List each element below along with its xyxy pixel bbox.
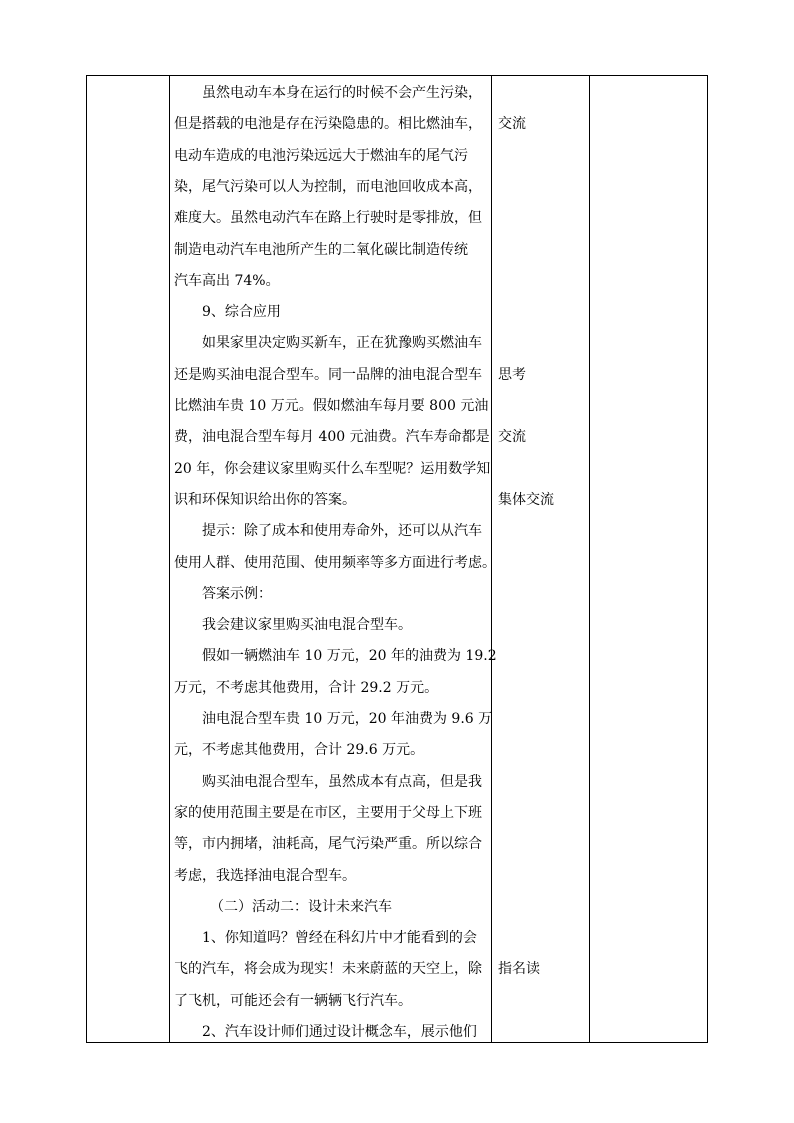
activity-note: 思考	[498, 366, 526, 383]
content-line: 了飞机，可能还会有一辆辆飞行汽车。	[174, 992, 412, 1009]
content-line: 使用人群、使用范围、使用频率等多方面进行考虑。	[174, 554, 496, 571]
content-line: 费，油电混合型车每月 400 元油费。汽车寿命都是	[174, 429, 490, 446]
activity-note: 交流	[498, 116, 526, 133]
content-line: 难度大。虽然电动汽车在路上行驶时是零排放，但	[174, 210, 482, 227]
content-line: 答案示例：	[202, 585, 272, 602]
content-line: 我会建议家里购买油电混合型车。	[202, 617, 412, 634]
content-line: 比燃油车贵 10 万元。假如燃油车每月要 800 元油	[174, 398, 489, 414]
activity-note: 交流	[498, 429, 526, 446]
activity-note: 指名读	[498, 961, 540, 978]
content-line: （二）活动二：设计未来汽车	[210, 898, 392, 915]
activity-note: 集体交流	[498, 491, 554, 508]
content-line: 万元，不考虑其他费用，合计 29.2 万元。	[174, 679, 439, 696]
content-line: 还是购买油电混合型车。同一品牌的油电混合型车	[174, 366, 482, 383]
content-line: 虽然电动车本身在运行的时候不会产生污染，	[202, 85, 482, 101]
content-line: 但是搭载的电池是存在污染隐患的。相比燃油车，	[174, 116, 482, 133]
content-line: 考虑，我选择油电混合型车。	[174, 867, 356, 884]
content-line: 染，尾气污染可以人为控制，而电池回收成本高，	[174, 178, 482, 195]
content-line: 20 年，你会建议家里购买什么车型呢？运用数学知	[174, 460, 491, 477]
content-line: 提示：除了成本和使用寿命外，还可以从汽车	[202, 523, 482, 540]
content-line: 识和环保知识给出你的答案。	[174, 491, 356, 508]
content-line: 购买油电混合型车，虽然成本有点高，但是我	[202, 773, 482, 790]
content-line: 制造电动汽车电池所产生的二氧化碳比制造传统	[174, 241, 468, 258]
column-divider-3	[589, 76, 590, 1042]
content-line: 家的使用范围主要是在市区，主要用于父母上下班	[174, 804, 482, 821]
content-line: 2、汽车设计师们通过设计概念车，展示他们	[202, 1024, 477, 1040]
content-line: 9、综合应用	[202, 304, 281, 321]
content-line: 等，市内拥堵，油耗高，尾气污染严重。所以综合	[174, 836, 482, 853]
content-line: 汽车高出 74%。	[174, 272, 280, 289]
content-line: 油电混合型车贵 10 万元，20 年油费为 9.6 万	[202, 711, 493, 727]
content-line: 1、你知道吗？曾经在科幻片中才能看到的会	[202, 930, 477, 947]
lesson-table	[86, 75, 708, 1043]
content-line: 电动车造成的电池污染远远大于燃油车的尾气污	[174, 147, 468, 164]
content-line: 元，不考虑其他费用，合计 29.6 万元。	[174, 742, 425, 759]
content-line: 假如一辆燃油车 10 万元，20 年的油费为 19.2	[202, 648, 497, 665]
content-line: 飞的汽车，将会成为现实！未来蔚蓝的天空上，除	[174, 961, 482, 978]
column-divider-1	[169, 76, 170, 1042]
content-line: 如果家里决定购买新车，正在犹豫购买燃油车	[202, 335, 482, 352]
